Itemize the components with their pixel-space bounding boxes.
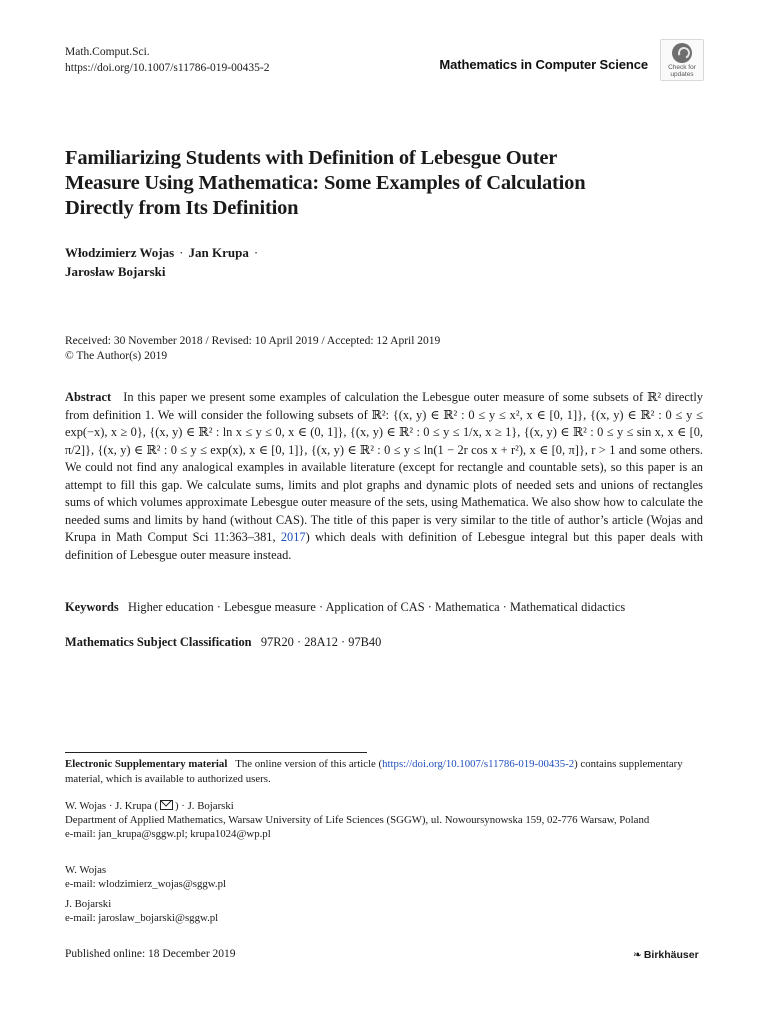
- publisher-name: Birkhäuser: [643, 949, 699, 961]
- keywords: [65, 599, 703, 616]
- abstract-text-end: ) which deals with definition of Lebesgue integral but this paper deals with definition of Lebesgue outer measure instead.: [65, 530, 703, 562]
- author-list: [65, 243, 705, 281]
- author-name[interactable]: Włodzimierz Wojas: [65, 245, 175, 260]
- keywords-label: Keywords: [65, 600, 119, 614]
- keywords-text: Higher education · Lebesgue measure · Application of CAS · Mathematica · Mathematical didactics: [128, 600, 626, 614]
- author-name[interactable]: Jan Krupa: [188, 245, 249, 260]
- supplementary-link[interactable]: https://doi.org/10.1007/s11786-019-00435-2: [382, 758, 575, 770]
- badge-label: Check for updates: [668, 64, 696, 78]
- affiliation-name: W. Wojas: [65, 864, 107, 876]
- abstract: [65, 389, 703, 564]
- abstract-label: Abstract: [65, 390, 112, 404]
- article-history: [65, 334, 440, 364]
- msc-codes: 97R20 · 28A12 · 97B40: [260, 635, 382, 649]
- affiliation-block: [65, 863, 705, 891]
- supplementary-text-end: ) contains supplementary material, which is available to authorized users.: [65, 758, 683, 785]
- affiliation-email[interactable]: e-mail: wlodzimierz_wojas@sggw.pl: [65, 878, 226, 890]
- published-date: Published online: 18 December 2019: [65, 948, 236, 960]
- article-title: Familiarizing Students with Definition of Lebesgue Outer Measure Using Mathematica: Some Examples of Calculation Directly from Its Definition: [65, 147, 586, 219]
- supplementary-text: The online version of this article (: [235, 758, 383, 770]
- author-separator: ·: [179, 245, 184, 260]
- affiliation-block: [65, 897, 705, 925]
- subject-classification: [65, 634, 703, 651]
- citation-link[interactable]: 2017: [280, 530, 306, 544]
- abstract-text: In this paper we present some examples of calculation the Lebesgue outer measure of some subsets of ℝ² directly from definition 1. We will consider the following subsets of ℝ²: {(x, y) ∈ ℝ² : 0 ≤ y ≤ x², x ∈ [0, 1]}, {(x, y) ∈ ℝ² : 0 ≤ y ≤ exp(−x), x ≥ 0}, {(x, y) ∈ ℝ² : ln x ≤ y ≤ 0, x ∈ (0, 1]}, {(x, y) ∈ ℝ² : 0 ≤ y ≤ 1/x, x ≥ 1}, {(x, y) ∈ ℝ² : 0 ≤ y ≤ sin x, x ∈ [0, π/2]}, {(x, y) ∈ ℝ² : 0 ≤ y ≤ exp(x), x ∈ [0, 1]}, {(x, y) ∈ ℝ² : 0 ≤ y ≤ ln(1 − 2r cos x + r²), x ∈ [0, π]}, r > 1 and some others. We could not find any analogical examples in available literature (except for rectangle and countable sets), so this paper is an attempt to fill this gap. We calculate sums, limits and plot graphs and dynamic plots of needed sets and unions of rectangles sums of which volumes approximate Lebesgue outer measure of the sets, using Mathematica. We also show how to calculate the needed sums and limits by hand (without CAS). The title of this paper is very similar to the title of author’s article (Wojas and Krupa in Math Comput Sci 11:363–381,: [65, 390, 703, 544]
- affiliation-names: W. Wojas · J. Krupa ( ) · J. Bojarski: [65, 800, 234, 812]
- supplementary-label: Electronic Supplementary material: [65, 758, 228, 770]
- affiliation-block: [65, 799, 705, 841]
- received-dates: Received: 30 November 2018 / Revised: 10 April 2019 / Accepted: 12 April 2019: [65, 335, 441, 347]
- journal-name: Mathematics in Computer Science: [439, 57, 648, 72]
- author-separator: ·: [253, 245, 259, 260]
- publisher-logo: [633, 949, 699, 961]
- envelope-icon: [160, 800, 173, 810]
- footnote-divider: [65, 752, 367, 753]
- affiliation-email[interactable]: e-mail: jan_krupa@sggw.pl; krupa1024@wp.pl: [65, 828, 271, 840]
- affiliation-department: Department of Applied Mathematics, Warsaw University of Life Sciences (SGGW), ul. Nowoursynowska 159, 02-776 Warsaw, Poland: [65, 814, 650, 826]
- author-name[interactable]: Jarosław Bojarski: [65, 264, 166, 279]
- msc-label: Mathematics Subject Classification: [65, 635, 252, 649]
- doi-link[interactable]: https://doi.org/10.1007/s11786-019-00435-2: [65, 62, 270, 74]
- affiliation-email[interactable]: e-mail: jaroslaw_bojarski@sggw.pl: [65, 912, 219, 924]
- journal-abbrev: Math.Comput.Sci.: [65, 46, 150, 58]
- affiliation-name: J. Bojarski: [65, 898, 112, 910]
- supplementary-note: [65, 757, 705, 787]
- check-for-updates-badge[interactable]: [660, 39, 704, 81]
- birkhauser-icon: ❧: [633, 949, 642, 961]
- check-updates-icon: [672, 43, 692, 63]
- running-header: [65, 44, 269, 76]
- copyright-notice: © The Author(s) 2019: [65, 350, 168, 362]
